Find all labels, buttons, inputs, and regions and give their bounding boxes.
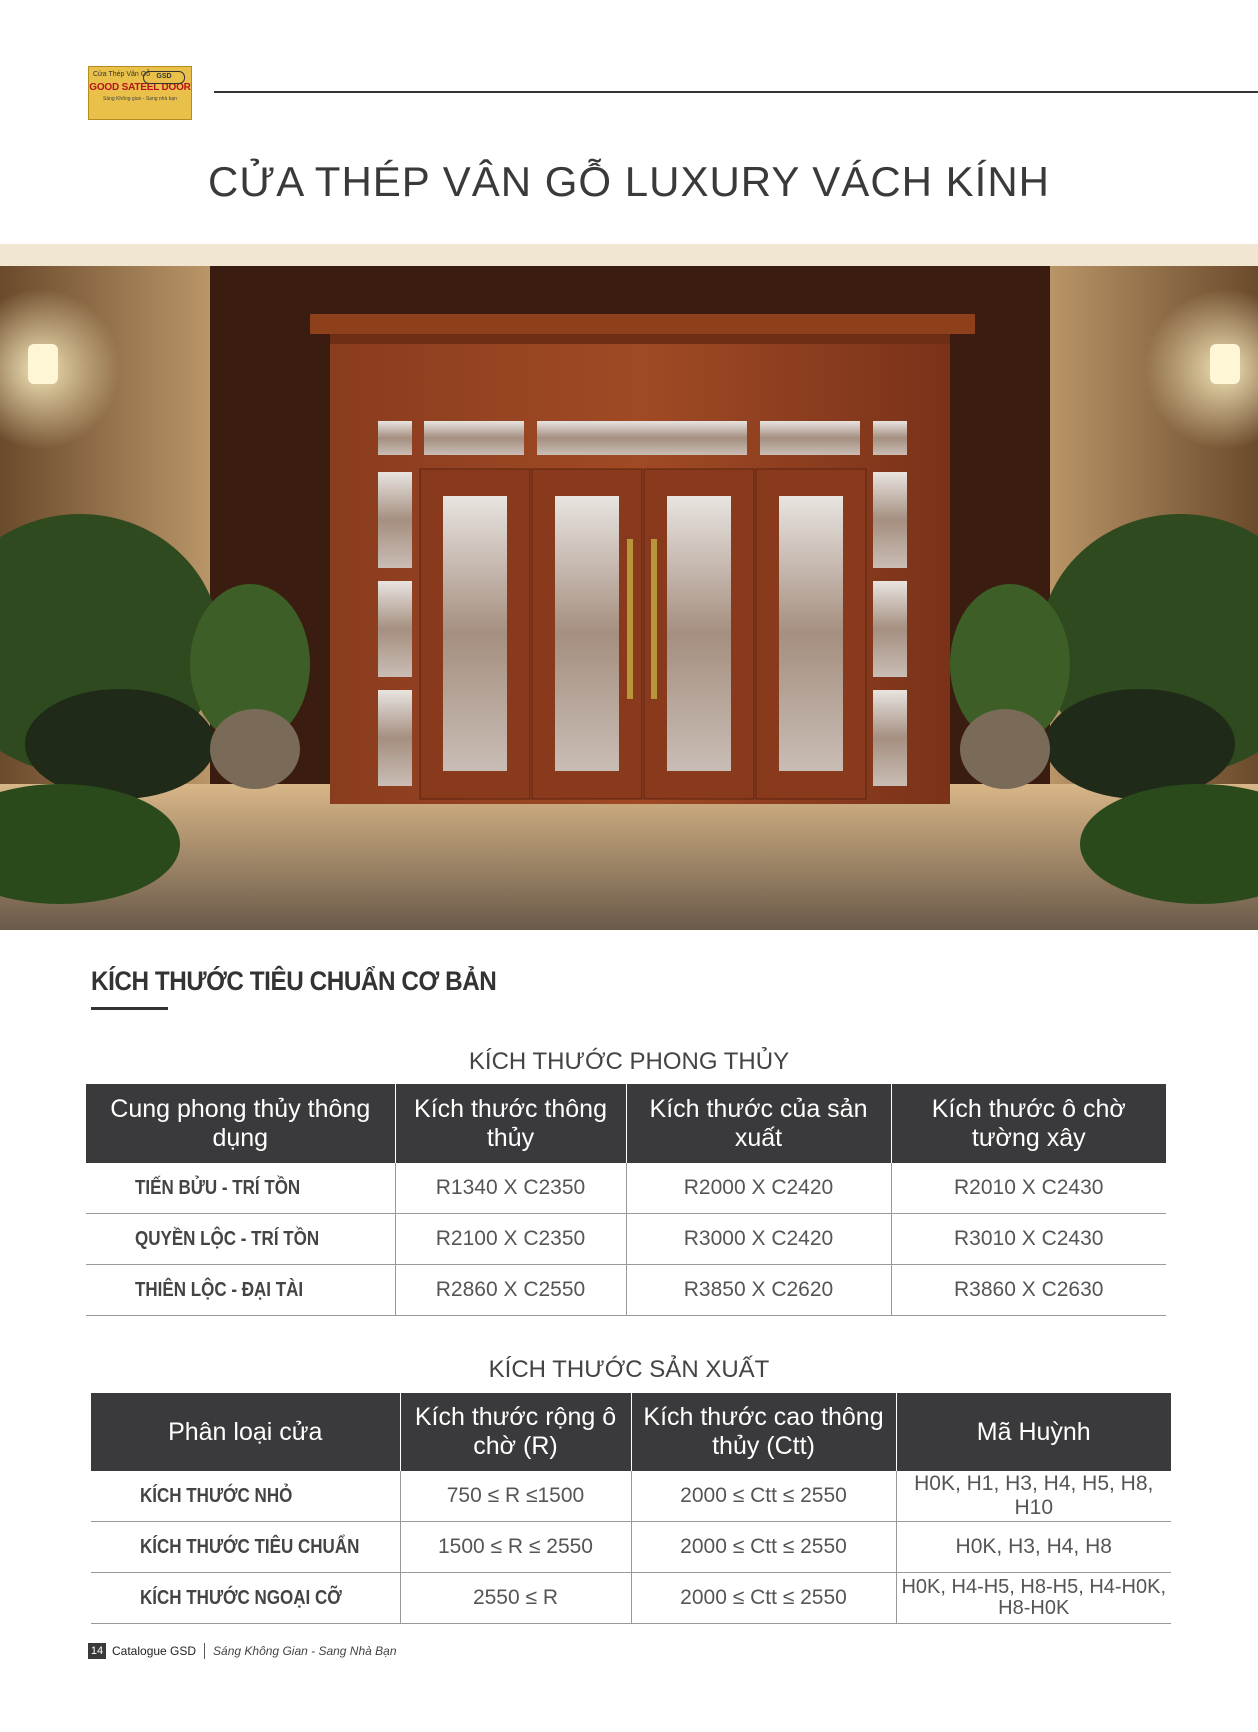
table-row [91, 1522, 1171, 1573]
table-row [86, 1163, 1166, 1214]
row-label: KÍCH THƯỚC NGOẠI CỠ [91, 1573, 400, 1624]
table-cell: H0K, H4-H5, H8-H5, H4-H0K, H8-H0K [896, 1573, 1171, 1624]
page-number: 14 [88, 1643, 106, 1659]
row-label: TIẾN BỬU - TRÍ TỒN [86, 1163, 395, 1214]
footer-divider [204, 1643, 205, 1659]
col-header: Mã Huỳnh [896, 1393, 1171, 1471]
table-cell: R2100 X C2350 [395, 1214, 626, 1265]
table-cell: 2000 ≤ Ctt ≤ 2550 [631, 1522, 896, 1573]
table-cell: R3010 X C2430 [891, 1214, 1166, 1265]
table-cell: R3860 X C2630 [891, 1265, 1166, 1316]
page-title: CỬA THÉP VÂN GỖ LUXURY VÁCH KÍNH [208, 158, 1050, 205]
footer-slogan: Sáng Không Gian - Sang Nhà Bạn [213, 1644, 397, 1658]
table-cell: 1500 ≤ R ≤ 2550 [400, 1522, 631, 1573]
table-cell: R3850 X C2620 [626, 1265, 891, 1316]
table-row [91, 1573, 1171, 1624]
page-footer [88, 1643, 397, 1659]
table-cell: R2010 X C2430 [891, 1163, 1166, 1214]
col-header: Phân loại cửa [91, 1393, 400, 1471]
table-row [86, 1214, 1166, 1265]
product-photo [0, 244, 1258, 930]
table-cell: R2000 X C2420 [626, 1163, 891, 1214]
logo-brand: GOOD SATEEL DOOR [89, 82, 191, 93]
col-header: Kích thước cao thông thủy (Ctt) [631, 1393, 896, 1471]
table-cell: 2000 ≤ Ctt ≤ 2550 [631, 1471, 896, 1522]
col-header: Kích thước của sản xuất [626, 1084, 891, 1163]
col-header: Kích thước rộng ô chờ (R) [400, 1393, 631, 1471]
table-row [86, 1265, 1166, 1316]
row-label: QUYỀN LỘC - TRÍ TỒN [86, 1214, 395, 1265]
logo-mark: GSD [143, 71, 185, 84]
catalogue-label: Catalogue GSD [112, 1644, 197, 1658]
table-cell: 750 ≤ R ≤1500 [400, 1471, 631, 1522]
feng-shui-size-table [86, 1084, 1166, 1316]
table-header-row [86, 1084, 1166, 1163]
table-cell: H0K, H3, H4, H8 [896, 1522, 1171, 1573]
col-header: Kích thước thông thủy [395, 1084, 626, 1163]
table-cell: R2860 X C2550 [395, 1265, 626, 1316]
brand-logo [88, 66, 192, 120]
table-row [91, 1471, 1171, 1522]
table-header-row [91, 1393, 1171, 1471]
header-divider [214, 91, 1258, 93]
logo-line1: Cửa Thép Vân Gỗ [93, 71, 151, 78]
table-cell: 2550 ≤ R [400, 1573, 631, 1624]
table-cell: R3000 X C2420 [626, 1214, 891, 1265]
section-underline [91, 1007, 168, 1010]
col-header: Kích thước ô chờ tường xây [891, 1084, 1166, 1163]
table-cell: R1340 X C2350 [395, 1163, 626, 1214]
production-size-table [91, 1393, 1171, 1624]
table1-caption: KÍCH THƯỚC PHONG THỦY [468, 1048, 790, 1075]
row-label: THIÊN LỘC - ĐẠI TÀI [86, 1265, 395, 1316]
row-label: KÍCH THƯỚC NHỎ [91, 1471, 400, 1522]
logo-tagline: Sáng Không gian - Sang nhà bạn [103, 96, 177, 102]
col-header: Cung phong thủy thông dụng [86, 1084, 395, 1163]
row-label: KÍCH THƯỚC TIÊU CHUẨN [91, 1522, 400, 1573]
section-heading: KÍCH THƯỚC TIÊU CHUẨN CƠ BẢN [91, 966, 497, 996]
table-cell: H0K, H1, H3, H4, H5, H8, H10 [896, 1471, 1171, 1522]
table-cell: 2000 ≤ Ctt ≤ 2550 [631, 1573, 896, 1624]
table2-caption: KÍCH THƯỚC SẢN XUẤT [488, 1356, 770, 1383]
